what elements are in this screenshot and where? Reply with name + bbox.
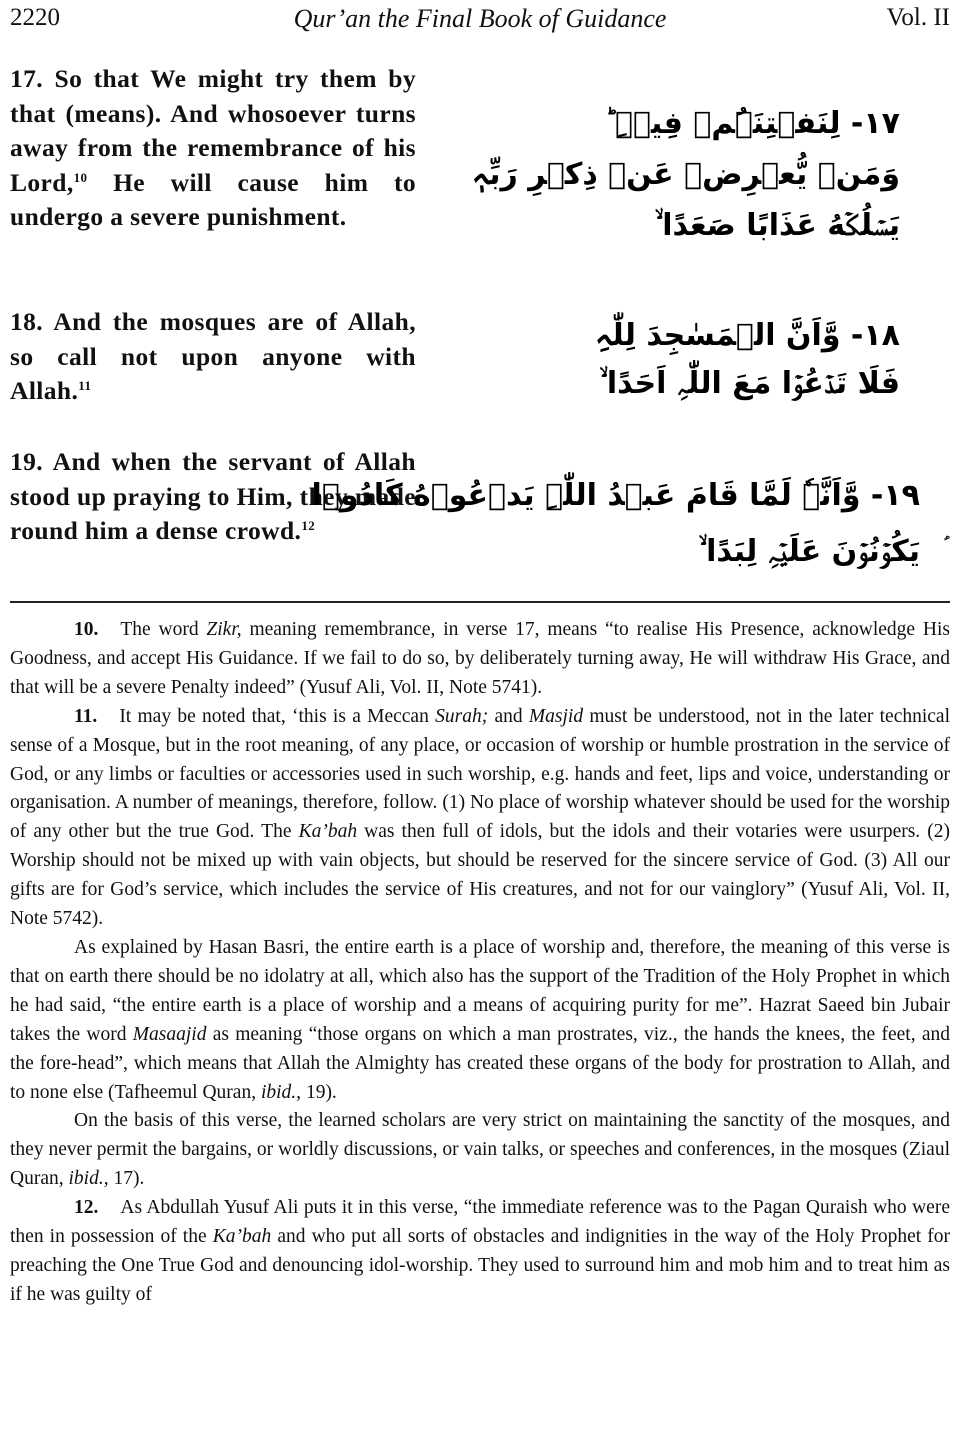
- footnote-number: 12.: [74, 1197, 99, 1219]
- footnote-italic: ibid.,: [260, 1081, 302, 1103]
- arabic-line: وَمَنۡ يُّعۡرِضۡ عَنۡ ذِكۡرِ رَبِّہٖ: [471, 157, 900, 192]
- volume-label: Vol. II: [886, 4, 950, 31]
- arabic-line: فَلَا تَدۡعُوۡا مَعَ اللّٰہِ اَحَدًا ۙ: [599, 366, 900, 401]
- footnote-12: [10, 1194, 950, 1310]
- footnote-text: On the basis of this verse, the learned scholars are very strict on maintaining the sanctity of the mosques, and they never permit the bargains, or worldly discussions, or vain talks, or speeches and conferences, in the mosques (Ziaul Quran,: [10, 1110, 950, 1190]
- footnote-italic: Masaajid: [132, 1023, 207, 1045]
- footnote-italic: Masjid: [528, 705, 584, 727]
- arabic-line: يَسۡلُكۡهُ عَذَابًا صَعَدًا ۙ: [654, 208, 900, 243]
- footnote-ref-12[interactable]: 12: [301, 518, 316, 533]
- footnotes: [10, 616, 950, 1310]
- verse-text-continued: He will cause him to undergo a severe punishment.: [10, 167, 416, 231]
- footnote-11-sanctity: [10, 1107, 950, 1194]
- page-number: 2220: [10, 4, 60, 31]
- footnote-11-hasan-basri: [10, 934, 950, 1107]
- page-header: [0, 0, 960, 34]
- verse-17-translation: [10, 62, 416, 235]
- footnote-text: The word: [120, 619, 207, 640]
- verse-18-translation: [10, 305, 416, 409]
- footnote-text: and who put all sorts of obstacles and indignities in the way of the Holy Prophet for preaching the One True God and denouncing idol-worship. They used to surround him and mob him and to treat him as if he was guilty of: [10, 1226, 950, 1305]
- verse-18-arabic: [595, 312, 900, 408]
- footnote-ref-10[interactable]: 10: [73, 169, 88, 185]
- arabic-line: ١٩- وَّاَنَّہٗ لَمَّا قَامَ عَبۡدُ اللّٰہِ يَدۡعُوۡهُ كَادُوۡا: [311, 478, 920, 513]
- footnote-italic: Ka’bah: [212, 1226, 272, 1248]
- verse-17-arabic: [472, 98, 900, 251]
- footnote-italic: ibid.,: [68, 1168, 109, 1190]
- footnote-text: As explained by Hasan Basri, the entire earth is a place of worship and, therefore, the meaning of this verse is that on earth there should be no idolatry at all, which also has the support of the Tradition of the Holy Prophet in which he had said, “the entire earth is a place of worship and a means of acquiring purity for me”. Hazrat Saeed bin Jubair takes the word: [10, 936, 950, 1045]
- footnote-text: must be understood, not in the later technical sense of a Mosque, but in the root meaning, of any place, or occasion of worship or humble prostration in the service of God, or any limbs or faculties or accessories used in such worship, e.g. hands and feet, lips and voice, understanding or organisation. A number of meanings, therefore, follow. (1) No place of worship whatever should be used for the worship of any other but the true God. The: [10, 705, 951, 843]
- footnote-divider: [10, 601, 950, 603]
- footnote-italic: Surah;: [435, 705, 489, 727]
- arabic-line: يَكُوۡنُوۡنَ عَلَيۡہِ لِبَدًا ۙ: [698, 534, 920, 569]
- verse-text: 17. So that We might try them by that (means). And whosoever turns away from the remembrance of his Lord,: [10, 64, 416, 197]
- footnote-10: [10, 616, 950, 703]
- footnote-ref-11[interactable]: 11: [78, 378, 92, 393]
- footnote-11: [10, 703, 950, 934]
- footnote-italic: Zikr,: [206, 619, 242, 640]
- verse-19-arabic: [312, 468, 920, 580]
- footnote-text: as meaning “those organs on which a man prostrates, viz., the hands the knees, the feet, and the fore-head”, which means that Allah the Almighty has created these organs of the body for prostration to Allah, and to none else (Tafheemul Quran,: [10, 1023, 951, 1103]
- footnote-text: 17).: [108, 1168, 145, 1190]
- footnote-text: It may be noted that, ‘this is a Meccan: [119, 705, 436, 727]
- footnote-italic: Ka’bah: [298, 821, 358, 843]
- footnote-text: As Abdullah Yusuf Ali puts it in this verse, “the immediate reference was to the Pagan Quraish who were then in possession of the: [10, 1197, 950, 1248]
- verse-text: 18. And the mosques are of Allah, so call not upon anyone with Allah.: [10, 307, 416, 405]
- footnote-text: meaning remembrance, in verse 17, means “to realise His Presence, acknowledge His Goodness, and accept His Guidance. If we fail to do so, by deliberately turning away, He will withdraw His Grace, and that will be a severe Penalty indeed” (Yusuf Ali, Vol. II, Note 5741).: [10, 619, 950, 698]
- footnote-number: 11.: [74, 705, 98, 727]
- verse-text: 19. And when the servant of Allah stood up praying to Him, they made round him a dense crowd.: [10, 447, 416, 545]
- arabic-line: ١٨- وَّاَنَّ الۡمَسٰجِدَ لِلّٰہِ: [594, 318, 900, 353]
- footnote-text: was then full of idols, but the idols and their votaries were usurpers. (2) Worship should not be mixed up with vain objects, but should be reserved for the sincere service of God. (3) All our gifts are for God’s service, which includes the service of His creatures, and not for our vainglory” (Yusuf Ali, Vol. II, Note 5742).: [10, 821, 950, 930]
- running-title: Qur’an the Final Book of Guidance: [293, 4, 667, 33]
- footnote-number: 10.: [74, 619, 99, 640]
- footnote-text: and: [488, 705, 529, 727]
- arabic-line: ١٧- لِنَفۡتِنَہُمۡ فِيۡہِ ؕ: [604, 106, 900, 141]
- footnote-text: 19).: [301, 1081, 337, 1103]
